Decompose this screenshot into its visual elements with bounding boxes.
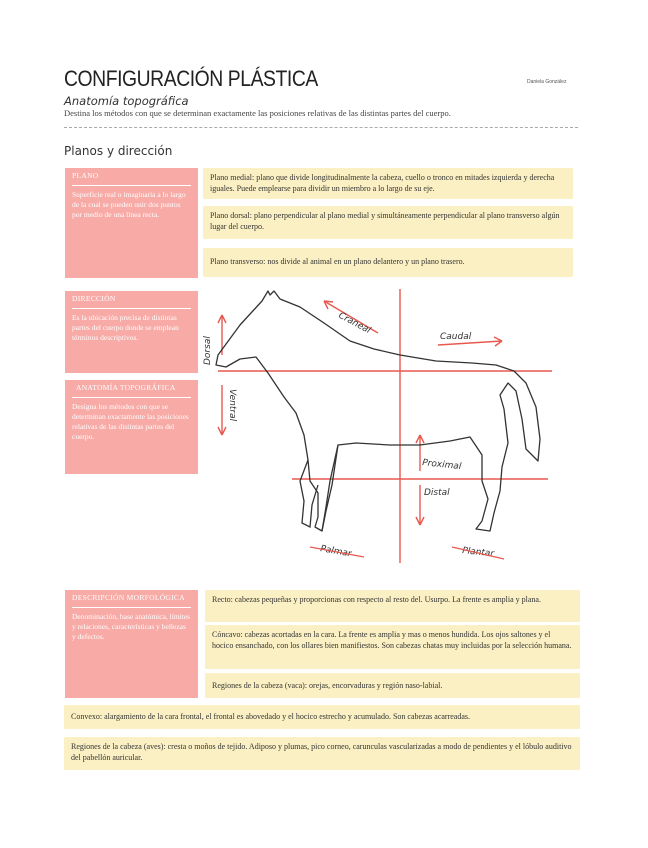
morfologica-card [65, 590, 198, 698]
page-subtitle: Anatomía topográfica [64, 94, 189, 108]
label-caudal: Caudal [440, 332, 472, 342]
label-proximal: Proximal [421, 458, 462, 473]
plano-card [65, 168, 198, 278]
horse-outline [216, 291, 540, 531]
label-craneal: Craneal [336, 310, 372, 336]
direccion-body: Es la ubicación precisa de distintas partes del cuerpo donde se emplean términos descriptivos. [72, 313, 179, 342]
plano-header: PLANO [72, 168, 191, 186]
regiones-aves-note: Regiones de la cabeza (aves): cresta o moños de tejido. Adiposo y plumas, pico corneo, carunculas vascularizadas a modo de pendientes y el lóbulo auditivo del pabellón auricular. [64, 737, 580, 770]
direccion-header: DIRECCIÓN [72, 291, 191, 309]
plano-medial-note: Plano medial: plano que divide longitudinalmente la cabeza, cuello o tronco en mitades izquierda y derecha iguales. Puede emplearse para dividir un miembro a lo largo de su eje. [203, 168, 573, 199]
divider [64, 127, 578, 128]
label-distal: Distal [424, 488, 450, 498]
plano-dorsal-note: Plano dorsal: plano perpendicular al plano medial y simultáneamente perpendicular al plano transverso algún lugar del cuerpo. [203, 206, 573, 239]
page-description: Destina los métodos con que se determinan exactamente las posiciones relativas de las distintas partes del cuerpo. [64, 108, 451, 118]
recto-note: Recto: cabezas pequeñas y proporcionas con respecto al resto del. Usurpo. La frente es amplia y plana. [205, 590, 580, 622]
plano-transverso-note: Plano transverso: nos divide al animal en un plano delantero y un plano trasero. [203, 248, 573, 277]
author-name: Daniela González [527, 79, 567, 85]
direccion-card [65, 291, 198, 373]
label-palmar: Palmar [319, 544, 353, 560]
label-ventral: Ventral [227, 389, 237, 422]
regiones-vaca-note: Regiones de la cabeza (vaca): orejas, encorvaduras y región naso-labial. [205, 673, 580, 698]
horse-direction-diagram [200, 285, 580, 575]
anatomia-card [65, 380, 198, 474]
anatomia-header: ANATOMÍA TOPOGRÁFICA [72, 380, 191, 398]
concavo-note: Cóncavo: cabezas acortadas en la cara. La frente es amplia y mas o menos hundida. Los ojos saltones y el hocico ensanchado, con los ollares bien manifiestos. Son cabezas chatas muy incluidas por la selección humana. [205, 625, 580, 669]
label-plantar: Plantar [461, 546, 495, 560]
page-title: CONFIGURACIÓN PLÁSTICA [64, 66, 318, 91]
label-dorsal: Dorsal [203, 336, 213, 365]
morfologica-body: Denominación, base anatómica, límites y relaciones, características y bellezas y defectos. [72, 612, 191, 641]
convexo-note: Convexo: alargamiento de la cara frontal, el frontal es abovedado y el hocico estrecho y acumulado. Son cabezas acarreadas. [64, 705, 580, 729]
morfologica-header: DESCRIPCIÓN MORFOLÓGICA [72, 590, 191, 608]
section-title: Planos y dirección [64, 144, 173, 158]
anatomia-body: Designa los métodos con que se determinan exactamente las posiciones relativas de las distintas partes del cuerpo. [72, 402, 189, 441]
plano-body: Superficie real o imaginaria a lo largo de la cual se pueden unir dos puntos por medio de una línea recta. [72, 190, 186, 219]
